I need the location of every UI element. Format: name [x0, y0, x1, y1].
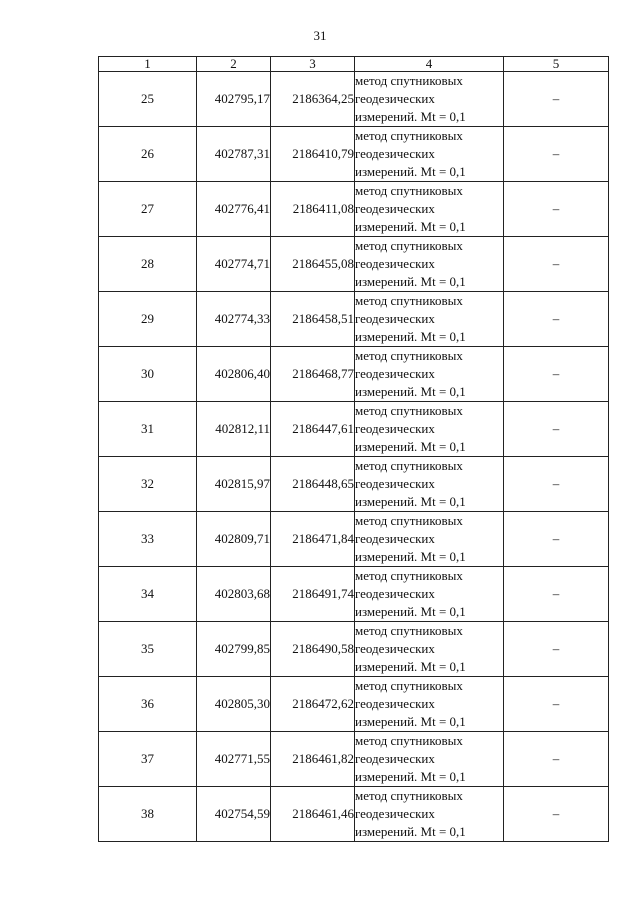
- point-number-cell: 37: [99, 732, 197, 787]
- method-line: геодезических: [355, 146, 435, 161]
- point-number-cell: 33: [99, 512, 197, 567]
- point-number-cell: 27: [99, 182, 197, 237]
- method-line: геодезических: [355, 366, 435, 381]
- method-line: метод спутниковых: [355, 128, 463, 143]
- table-row: [99, 567, 609, 622]
- method-line: метод спутниковых: [355, 238, 463, 253]
- method-line: метод спутниковых: [355, 458, 463, 473]
- y-coordinate-cell: 2186448,65: [271, 457, 355, 512]
- table-row: [99, 72, 609, 127]
- point-number-cell: 36: [99, 677, 197, 732]
- note-cell: –: [504, 457, 609, 512]
- method-line: геодезических: [355, 696, 435, 711]
- point-number-cell: 32: [99, 457, 197, 512]
- note-cell: –: [504, 237, 609, 292]
- method-cell: [355, 127, 504, 182]
- point-number-cell: 29: [99, 292, 197, 347]
- method-cell: [355, 237, 504, 292]
- x-coordinate-cell: 402806,40: [197, 347, 271, 402]
- column-header-4: 4: [355, 57, 504, 72]
- method-line: метод спутниковых: [355, 73, 463, 88]
- point-number-cell: 28: [99, 237, 197, 292]
- y-coordinate-cell: 2186490,58: [271, 622, 355, 677]
- y-coordinate-cell: 2186411,08: [271, 182, 355, 237]
- method-line: геодезических: [355, 751, 435, 766]
- y-coordinate-cell: 2186364,25: [271, 72, 355, 127]
- table-header-row: [99, 57, 609, 72]
- method-line: измерений. Mt = 0,1: [355, 494, 466, 509]
- method-cell: [355, 622, 504, 677]
- y-coordinate-cell: 2186447,61: [271, 402, 355, 457]
- table-row: [99, 237, 609, 292]
- method-cell: [355, 402, 504, 457]
- method-line: измерений. Mt = 0,1: [355, 549, 466, 564]
- note-cell: –: [504, 567, 609, 622]
- point-number-cell: 30: [99, 347, 197, 402]
- method-line: геодезических: [355, 201, 435, 216]
- point-number-cell: 38: [99, 787, 197, 842]
- method-line: метод спутниковых: [355, 623, 463, 638]
- method-line: геодезических: [355, 586, 435, 601]
- y-coordinate-cell: 2186455,08: [271, 237, 355, 292]
- y-coordinate-cell: 2186491,74: [271, 567, 355, 622]
- x-coordinate-cell: 402812,11: [197, 402, 271, 457]
- method-cell: [355, 677, 504, 732]
- table-row: [99, 292, 609, 347]
- method-line: метод спутниковых: [355, 348, 463, 363]
- method-line: геодезических: [355, 476, 435, 491]
- table-row: [99, 347, 609, 402]
- x-coordinate-cell: 402809,71: [197, 512, 271, 567]
- column-header-2: 2: [197, 57, 271, 72]
- note-cell: –: [504, 622, 609, 677]
- y-coordinate-cell: 2186461,82: [271, 732, 355, 787]
- method-line: измерений. Mt = 0,1: [355, 824, 466, 839]
- note-cell: –: [504, 127, 609, 182]
- y-coordinate-cell: 2186468,77: [271, 347, 355, 402]
- note-cell: –: [504, 512, 609, 567]
- table-row: [99, 127, 609, 182]
- x-coordinate-cell: 402774,71: [197, 237, 271, 292]
- method-line: измерений. Mt = 0,1: [355, 439, 466, 454]
- method-line: метод спутниковых: [355, 678, 463, 693]
- x-coordinate-cell: 402754,59: [197, 787, 271, 842]
- method-line: измерений. Mt = 0,1: [355, 769, 466, 784]
- column-header-1: 1: [99, 57, 197, 72]
- column-header-5: 5: [504, 57, 609, 72]
- method-line: измерений. Mt = 0,1: [355, 219, 466, 234]
- column-header-3: 3: [271, 57, 355, 72]
- method-cell: [355, 182, 504, 237]
- method-line: измерений. Mt = 0,1: [355, 164, 466, 179]
- method-line: измерений. Mt = 0,1: [355, 274, 466, 289]
- method-line: метод спутниковых: [355, 293, 463, 308]
- method-cell: [355, 347, 504, 402]
- x-coordinate-cell: 402774,33: [197, 292, 271, 347]
- table-row: [99, 622, 609, 677]
- table-row: [99, 182, 609, 237]
- method-line: метод спутниковых: [355, 568, 463, 583]
- table-body: [99, 72, 609, 842]
- method-cell: [355, 567, 504, 622]
- method-line: измерений. Mt = 0,1: [355, 109, 466, 124]
- method-line: геодезических: [355, 91, 435, 106]
- method-line: геодезических: [355, 531, 435, 546]
- note-cell: –: [504, 677, 609, 732]
- method-line: геодезических: [355, 311, 435, 326]
- x-coordinate-cell: 402787,31: [197, 127, 271, 182]
- note-cell: –: [504, 292, 609, 347]
- y-coordinate-cell: 2186461,46: [271, 787, 355, 842]
- method-cell: [355, 512, 504, 567]
- point-number-cell: 34: [99, 567, 197, 622]
- coordinates-table: [98, 56, 609, 842]
- method-cell: [355, 787, 504, 842]
- point-number-cell: 26: [99, 127, 197, 182]
- note-cell: –: [504, 182, 609, 237]
- table-row: [99, 732, 609, 787]
- x-coordinate-cell: 402776,41: [197, 182, 271, 237]
- method-line: измерений. Mt = 0,1: [355, 384, 466, 399]
- note-cell: –: [504, 787, 609, 842]
- method-line: метод спутниковых: [355, 788, 463, 803]
- page-number: 31: [313, 28, 327, 43]
- point-number-cell: 25: [99, 72, 197, 127]
- x-coordinate-cell: 402771,55: [197, 732, 271, 787]
- method-line: измерений. Mt = 0,1: [355, 714, 466, 729]
- method-line: измерений. Mt = 0,1: [355, 659, 466, 674]
- note-cell: –: [504, 72, 609, 127]
- method-line: метод спутниковых: [355, 403, 463, 418]
- method-cell: [355, 732, 504, 787]
- table-row: [99, 787, 609, 842]
- table-row: [99, 512, 609, 567]
- method-line: измерений. Mt = 0,1: [355, 604, 466, 619]
- note-cell: –: [504, 402, 609, 457]
- method-line: метод спутниковых: [355, 513, 463, 528]
- method-line: измерений. Mt = 0,1: [355, 329, 466, 344]
- x-coordinate-cell: 402803,68: [197, 567, 271, 622]
- method-line: метод спутниковых: [355, 733, 463, 748]
- table-row: [99, 402, 609, 457]
- y-coordinate-cell: 2186458,51: [271, 292, 355, 347]
- method-line: геодезических: [355, 806, 435, 821]
- x-coordinate-cell: 402805,30: [197, 677, 271, 732]
- method-line: геодезических: [355, 421, 435, 436]
- method-cell: [355, 457, 504, 512]
- method-line: метод спутниковых: [355, 183, 463, 198]
- table-row: [99, 457, 609, 512]
- y-coordinate-cell: 2186471,84: [271, 512, 355, 567]
- point-number-cell: 31: [99, 402, 197, 457]
- method-cell: [355, 292, 504, 347]
- x-coordinate-cell: 402815,97: [197, 457, 271, 512]
- point-number-cell: 35: [99, 622, 197, 677]
- note-cell: –: [504, 347, 609, 402]
- table-row: [99, 677, 609, 732]
- method-line: геодезических: [355, 641, 435, 656]
- y-coordinate-cell: 2186472,62: [271, 677, 355, 732]
- x-coordinate-cell: 402795,17: [197, 72, 271, 127]
- note-cell: –: [504, 732, 609, 787]
- method-cell: [355, 72, 504, 127]
- x-coordinate-cell: 402799,85: [197, 622, 271, 677]
- y-coordinate-cell: 2186410,79: [271, 127, 355, 182]
- method-line: геодезических: [355, 256, 435, 271]
